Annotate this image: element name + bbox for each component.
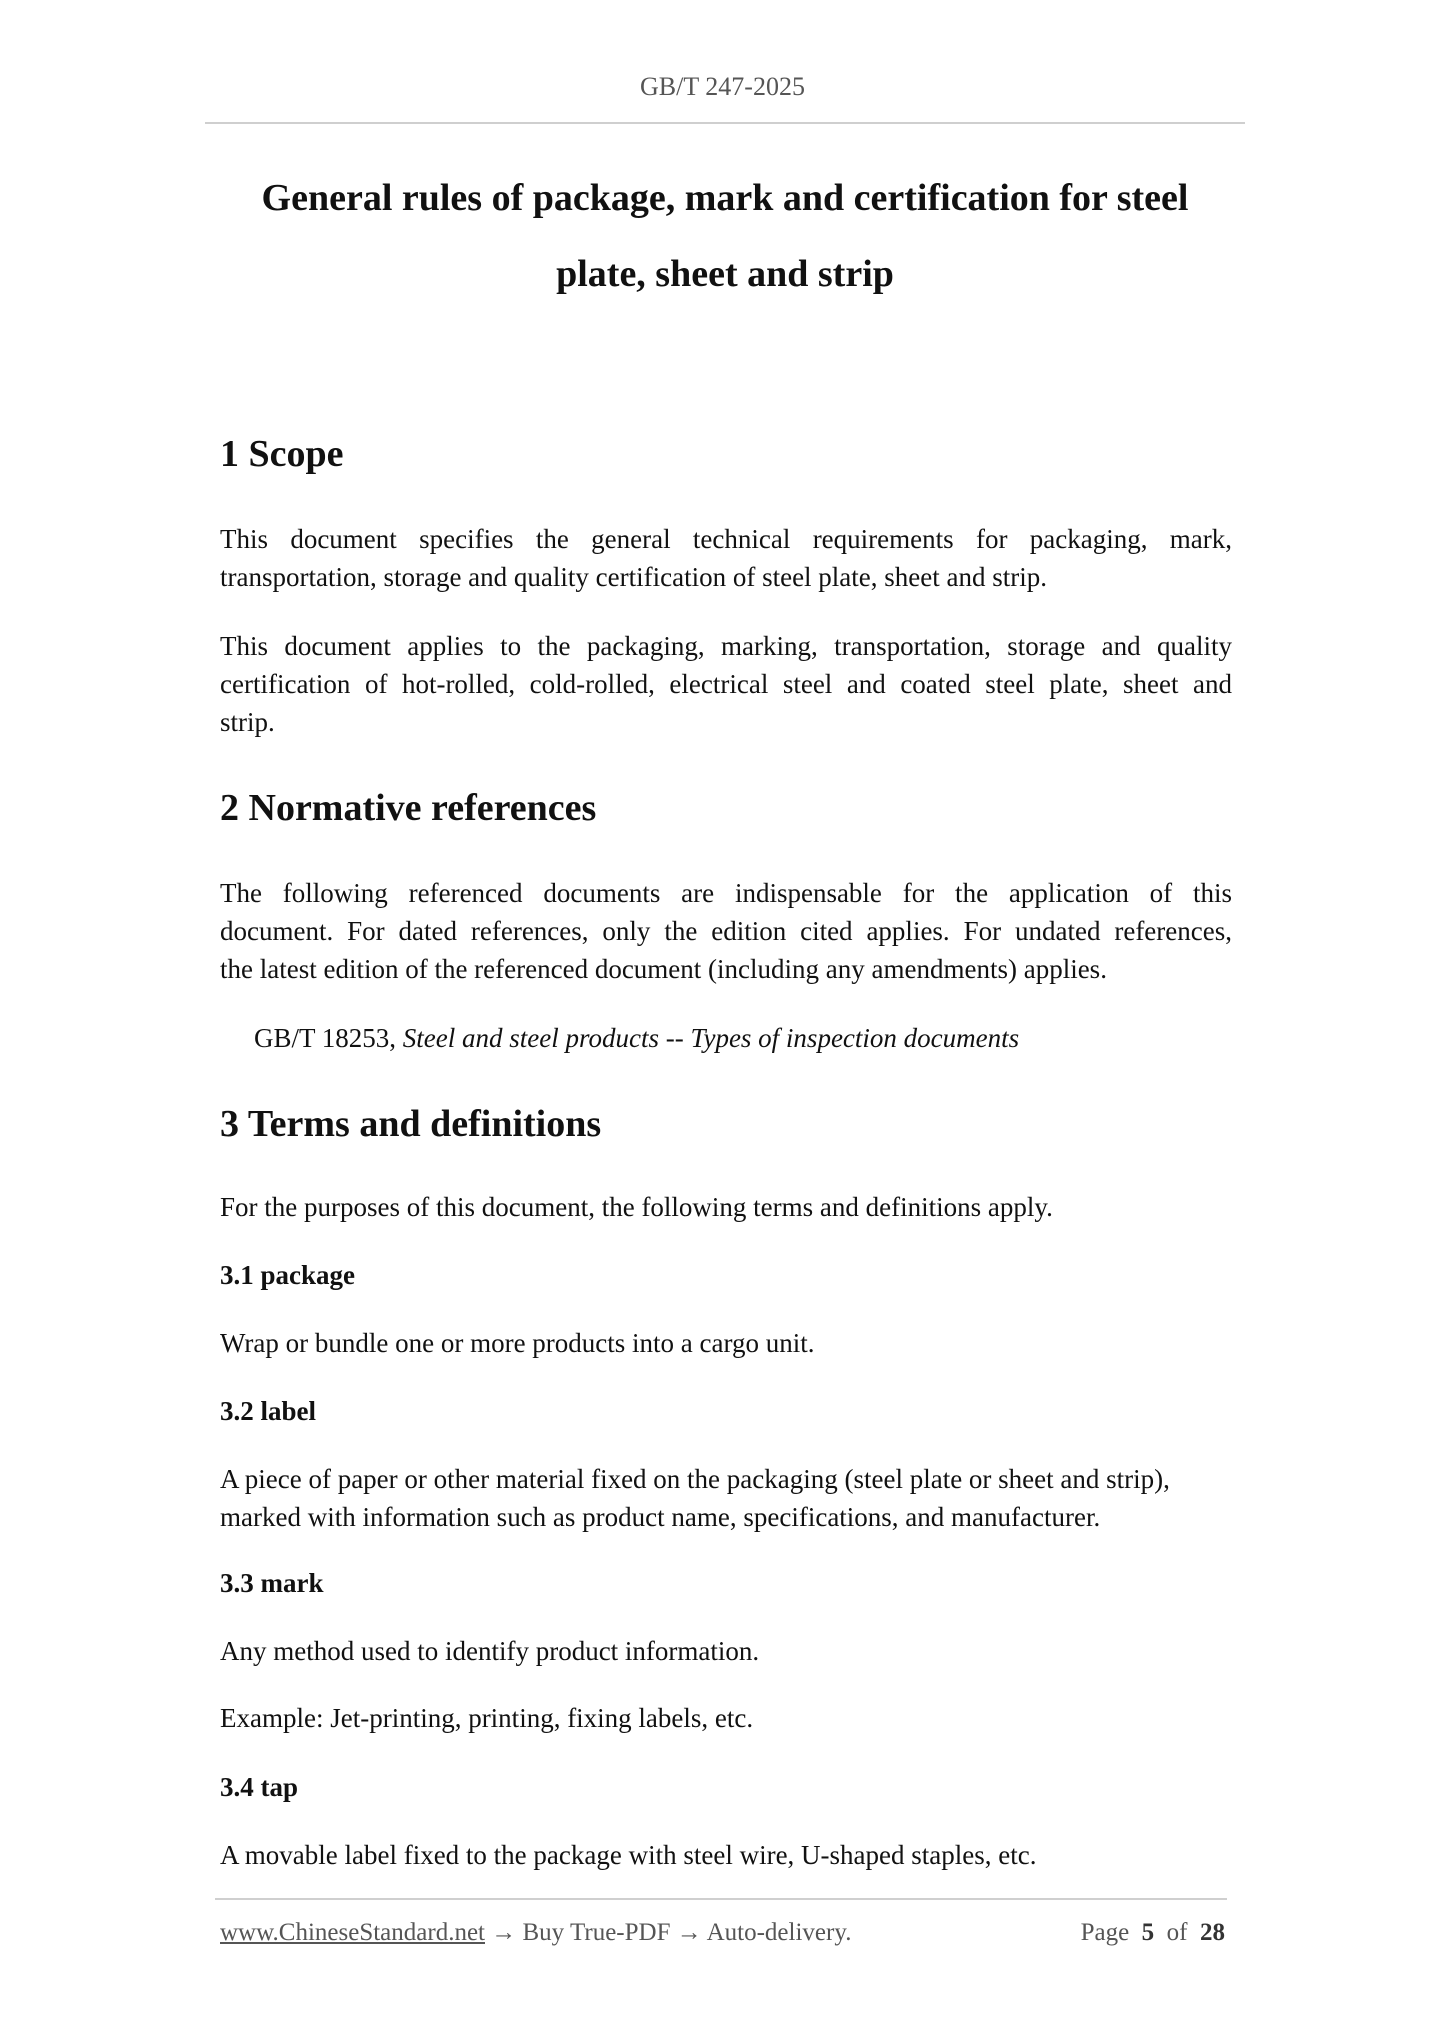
text-line: strip. [220, 707, 275, 737]
page-label: Page [1080, 1919, 1130, 1946]
term-heading-package: 3.1 package [220, 1260, 355, 1290]
title-line-2: plate, sheet and strip [556, 253, 894, 295]
page-footer [220, 1915, 1225, 1951]
text-line: document. For dated references, only the edition cited applies. For undated references, [220, 916, 1232, 946]
text-line: This document specifies the general technical requirements for packaging, mark, [220, 524, 1232, 554]
reference-code: GB/T 18253, [254, 1023, 403, 1053]
section-heading-terms: 3 Terms and definitions [220, 1103, 602, 1145]
arrow-right-icon: → [676, 1919, 702, 1946]
section-heading-scope: 1 Scope [220, 433, 344, 475]
of-label: of [1166, 1919, 1188, 1946]
term-heading-tap: 3.4 tap [220, 1772, 299, 1802]
term-example-mark: Example: Jet-printing, printing, fixing labels, etc. [220, 1703, 754, 1733]
text-line: transportation, storage and quality certification of steel plate, sheet and strip. [220, 562, 1047, 592]
normative-paragraph [220, 874, 1232, 988]
scope-paragraph-2 [220, 627, 1232, 741]
term-heading-mark: 3.3 mark [220, 1568, 324, 1598]
text-line: the latest edition of the referenced document (including any amendments) applies. [220, 954, 1107, 984]
current-page-number: 5 [1141, 1919, 1155, 1946]
auto-delivery-text: Auto-delivery. [706, 1919, 852, 1946]
term-heading-label: 3.2 label [220, 1396, 317, 1426]
text-line: marked with information such as product name, specifications, and manufacturer. [220, 1502, 1101, 1532]
text-line: A piece of paper or other material fixed on the packaging (steel plate or sheet and strip), [220, 1464, 1170, 1494]
normative-reference-item [254, 1019, 1019, 1057]
term-definition-package: Wrap or bundle one or more products into a cargo unit. [220, 1328, 815, 1358]
text-line: The following referenced documents are indispensable for the application of this [220, 878, 1232, 908]
terms-intro: For the purposes of this document, the following terms and definitions apply. [220, 1192, 1053, 1222]
scope-paragraph-1 [220, 520, 1232, 596]
document-title [205, 160, 1245, 312]
title-line-1: General rules of package, mark and certification for steel [261, 177, 1189, 219]
site-link[interactable]: www.ChineseStandard.net [220, 1919, 485, 1946]
total-page-count: 28 [1200, 1919, 1225, 1946]
reference-title: Steel and steel products -- Types of inspection documents [402, 1023, 1020, 1053]
term-definition-mark: Any method used to identify product information. [220, 1636, 760, 1666]
text-line: certification of hot-rolled, cold-rolled, electrical steel and coated steel plate, sheet and [220, 669, 1232, 699]
term-definition-label [220, 1460, 1232, 1536]
term-definition-tap: A movable label fixed to the package with steel wire, U-shaped staples, etc. [220, 1840, 1037, 1870]
header-divider [205, 122, 1245, 124]
arrow-right-icon: → [491, 1919, 517, 1946]
footer-divider [215, 1898, 1227, 1900]
text-line: This document applies to the packaging, marking, transportation, storage and quality [220, 631, 1232, 661]
page-indicator [1081, 1915, 1225, 1951]
section-heading-normative: 2 Normative references [220, 787, 597, 829]
buy-pdf-text: Buy True-PDF [522, 1919, 671, 1946]
running-header: GB/T 247-2025 [640, 72, 805, 101]
